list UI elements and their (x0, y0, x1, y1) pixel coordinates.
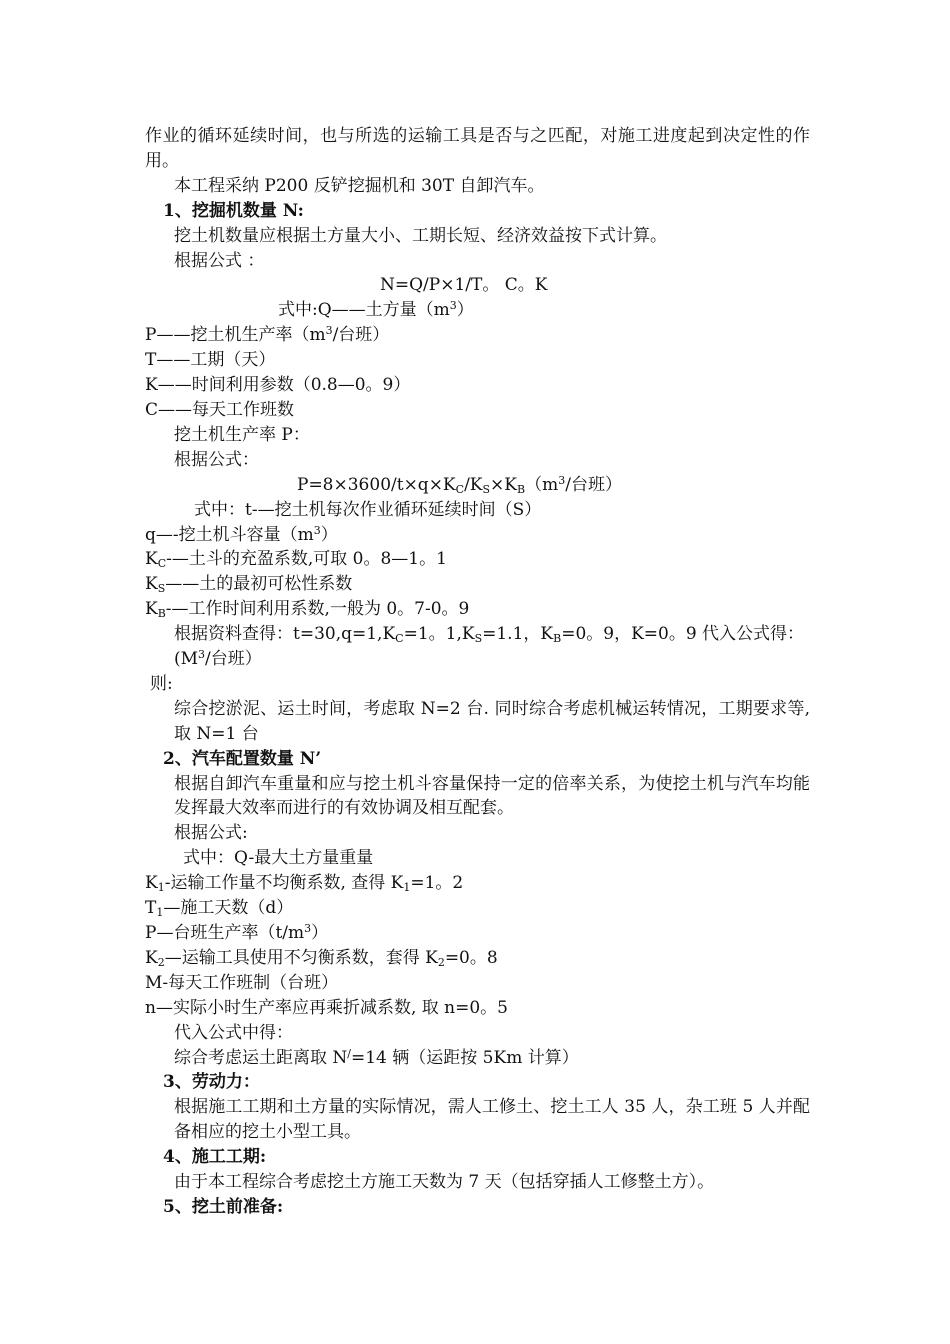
paragraph: 由于本工程综合考虑挖土方施工天数为 7 天（包括穿插人工修整土方）。 (174, 1172, 715, 1193)
section-heading: 4、施工工期: (163, 1147, 267, 1168)
formula: N=Q/P×1/T。 C。K (380, 275, 548, 296)
definition: $K_S——$土的最初可松性系数 (145, 574, 353, 596)
definition: n—实际小时生产率应再乘折减系数, 取 n=0。5 (145, 997, 508, 1018)
section-heading: 3、劳动力： (163, 1072, 260, 1093)
paragraph: 作业的循环延续时间，也与所选的运输工具是否与之匹配，对施工进度起到决定性的作用。 (145, 126, 810, 171)
formula: $P=8\times 3600/t\times q\times K_C/K_S\times K_B(m^3/$台班） (297, 473, 622, 496)
definition: 式中：t-—挖土机每次作业循环延续时间（S） (194, 499, 542, 520)
definition: T——工期（天） (145, 350, 276, 371)
paragraph: 根据自卸汽车重量和应与挖土机斗容量保持一定的倍率关系，为使挖土机与汽车均能发挥最大效率而进行的有效协调及相互配套。 (174, 773, 810, 819)
paragraph: 根据公式： (174, 449, 259, 470)
paragraph: 代入公式中得： (174, 1022, 293, 1043)
section-heading: 1、挖掘机数量 N: (163, 200, 304, 221)
definition: $K_1-$运输工作量不均衡系数, 查得 $K_1=1$。2 (145, 873, 464, 895)
paragraph: 根据资料查得：$t=30,q=1,K_C=1$。$1,K_S=1.1$，$K_B=0$。9，K=0。9 代入公式得：($M^3/$台班） (174, 624, 805, 670)
definition: q—-挖土机斗容量$(m^3)$ (145, 523, 338, 545)
definition: P—台班生产率$(t/m^3)$ (145, 922, 329, 943)
paragraph: 挖土机数量应根据土方量大小、工期长短、经济效益按下式计算。 (174, 225, 667, 246)
paragraph: 根据公式 ： (174, 250, 265, 271)
definition: C——每天工作班数 (145, 399, 295, 420)
section-heading: 2、汽车配置数量 N’ (163, 748, 322, 769)
definition: P——挖土机生产率（$m^3/$台班） (145, 324, 390, 346)
paragraph: 综合考虑运土距离取 N/=14 辆（运距按 5Km 计算） (174, 1046, 579, 1068)
definition: M-每天工作班制（台班） (145, 972, 339, 993)
definition: $T_1—$施工天数（d） (145, 898, 294, 920)
section-heading: 5、挖土前准备: (163, 1196, 284, 1217)
definition: $K_2—$运输工具使用不匀衡系数，套得 $K_2=0$。8 (145, 947, 498, 969)
definition: $K_B-—$工作时间利用系数,一般为 0。7-0。9 (145, 599, 470, 621)
paragraph: 本工程采纳 P200 反铲挖掘机和 30T 自卸汽车。 (174, 175, 545, 196)
paragraph: 综合挖淤泥、运土时间，考虑取 N=2 台. 同时综合考虑机械运转情况，工期要求等, 取 N=1 台 (174, 698, 810, 744)
definition: K——时间利用参数（0.8—0。9） (145, 375, 411, 396)
definition: $K_C-—$土斗的充盈系数,可取 0。8—1。1 (145, 549, 447, 571)
paragraph: 根据施工工期和土方量的实际情况，需人工修土、挖土工人 35 人，杂工班 5 人并配备相应的挖土小型工具。 (174, 1097, 810, 1143)
paragraph: 根据公式: (174, 823, 248, 844)
definition: 式中：Q-最大土方量重量 (183, 848, 374, 869)
paragraph: 挖土机生产率 P： (174, 424, 310, 445)
document-body (145, 124, 810, 1220)
definition: 式中:Q——土方量$(m^3)$ (278, 299, 474, 321)
paragraph: 则: (150, 673, 173, 694)
